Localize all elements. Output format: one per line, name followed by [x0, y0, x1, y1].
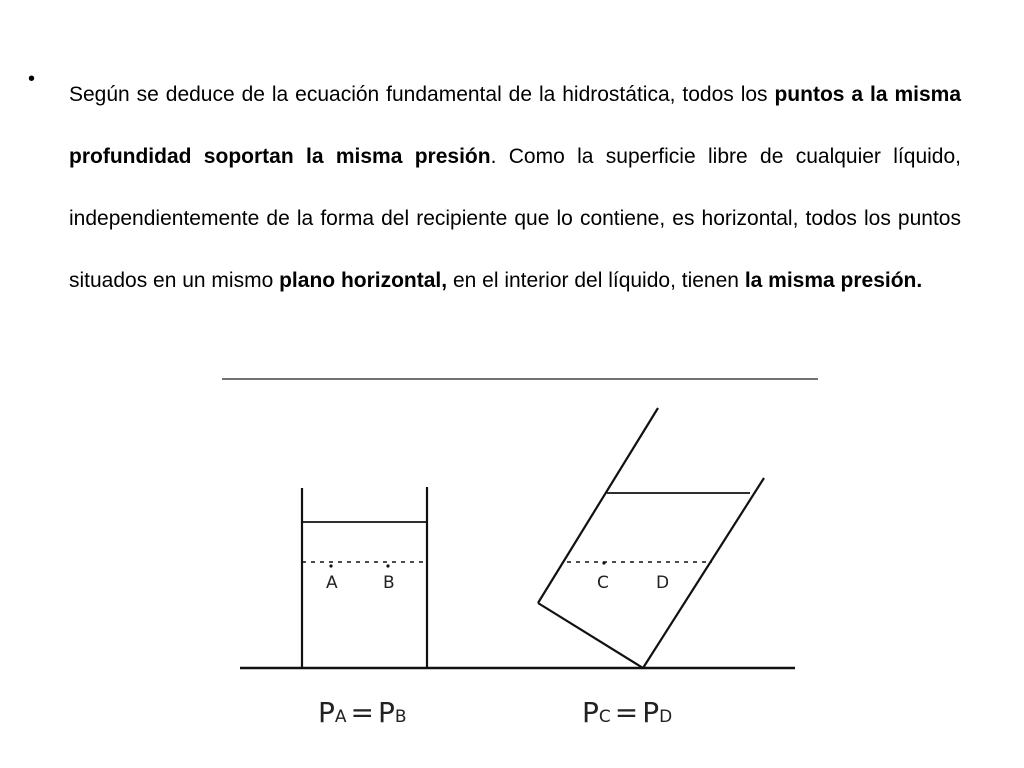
point-a-label: A: [326, 573, 338, 593]
upright-container: [302, 487, 427, 668]
left-equation: [318, 696, 407, 729]
text-segment-2: . Como la superficie libre de cualquier líquido, independientemente de la forma del recipiente que lo contiene, es horizontal, todos los puntos situados en un mismo: [69, 145, 961, 292]
bold-same-depth-same-pressure: puntos a la misma profundidad soportan la misma presión: [69, 83, 961, 168]
bold-horizontal-plane: plano horizontal,: [279, 269, 448, 292]
point-c-label: C: [597, 573, 609, 593]
eq-right-p1: P: [582, 696, 599, 729]
point-c-dot: [602, 561, 605, 564]
point-b-dot: [386, 564, 389, 567]
text-segment-3: en el interior del líquido, tienen: [447, 269, 745, 292]
point-a-dot: [329, 564, 332, 567]
point-b-label: B: [383, 573, 395, 593]
eq-left-p2: P: [378, 696, 395, 729]
eq-left-equals: =: [350, 696, 374, 729]
eq-left-sub-b: B: [394, 707, 407, 727]
eq-right-p2: P: [642, 696, 660, 729]
text-segment-1: Según se deduce de la ecuación fundamental de la hidrostática, todos los: [69, 83, 775, 106]
svg-text:PA=PB: [318, 696, 407, 729]
eq-left-sub-a: A: [334, 707, 347, 727]
eq-right-sub-c: C: [598, 707, 611, 727]
right-equation: [582, 696, 672, 729]
tilted-container: [538, 408, 764, 668]
tilted-bottom: [538, 603, 643, 668]
eq-right-sub-d: D: [659, 707, 673, 727]
eq-left-p1: P: [318, 696, 335, 729]
svg-text:PC=PD: [582, 696, 672, 729]
point-d-label: D: [656, 573, 670, 593]
bullet-marker: •: [28, 68, 36, 90]
eq-right-equals: =: [614, 696, 639, 729]
bold-same-pressure: la misma presión.: [744, 269, 923, 292]
